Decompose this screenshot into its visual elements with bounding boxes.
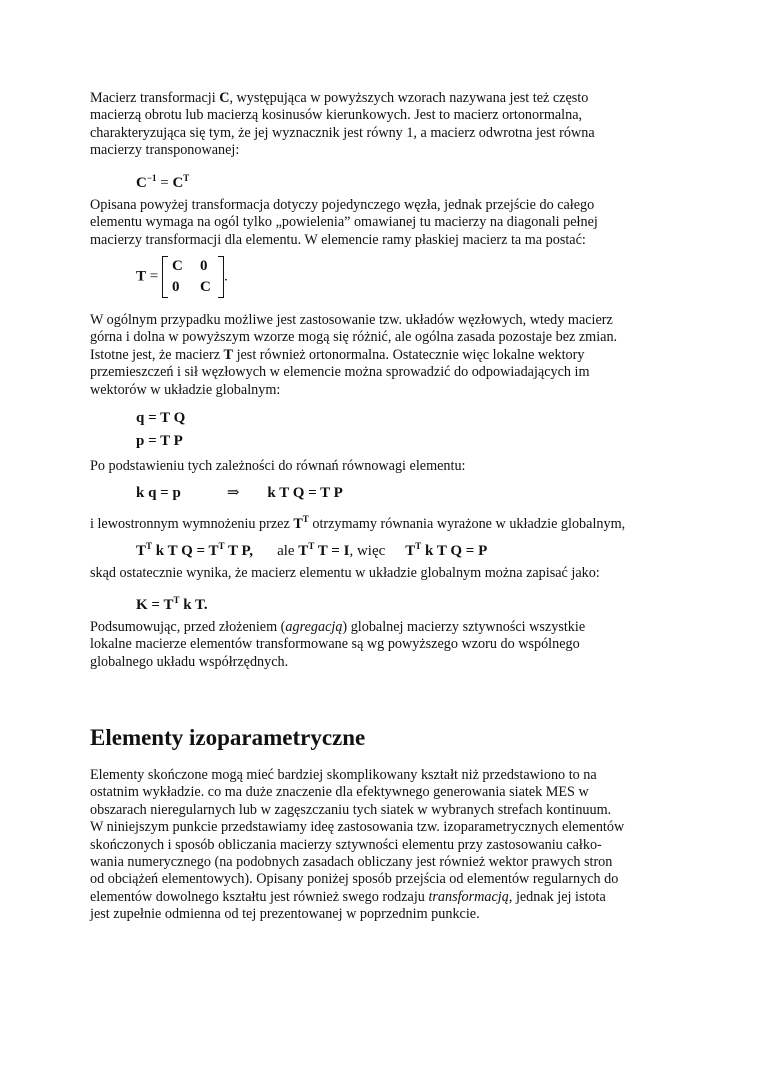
paragraph-substitution: Po podstawieniu tych zależności do równań równowagi elementu: [90,458,466,474]
block-matrix: C 0 0 C [162,256,224,298]
section-heading: Elementy izoparametryczne [90,725,366,750]
equation-K: $K = T^T$ k T. [136,595,208,613]
implies-arrow: ⇒ [226,485,240,501]
paragraph-isoparametric: Elementy skończone mogą mieć bardziej skomplikowany kształt niż przedstawiono to na ostatnim wykładzie. co ma duże znaczenie dla efektywnego generowania siatek MES w obszarach nieregularnych lub w zagęszczaniu tych siatek w wybranych strefach kontinuum. W niniejszym punkcie przedstawiamy ideę zastosowania tzw. izoparametrycznych elementów skończonych i sposób obliczania macierzy sztywności elementu przy zastosowaniu całko- wania numerycznego (na podobnych zasadach obliczany jest również wektor prawych stron od obciążeń elementowych). Opisany poniżej sposób przejścia od elementów regularnych do elementów dowolnego kształtu jest również swego rodzaju transformacją, jednak jej istota jest zupełnie odmienna od tej prezentowanej w poprzednim punkcie. [90,767,625,923]
equation-q-TQ: q = T Q [136,410,186,426]
equation-block-matrix: T = C 0 0 C . [90,256,228,298]
paragraph-summary: Podsumowując, przed złożeniem (agregacją) globalnej macierzy sztywności wszystkie lokalne macierze elementów transformowane są wg powyższego wzoru do wspólnego globalnego układu współrzędnych. [90,619,586,670]
paragraph-nodal-systems: W ogólnym przypadku możliwe jest zastosowanie tzw. układów węzłowych, wtedy macierz górna i dolna w powyższym wzorze mogą się różnić, ale ogólna zasada pozostaje bez zmian. Istotne jest, że macierz T jest również ortonormalna. Ostatecznie więc lokalne wektory przemieszczeń i sił węzłowych w elemencie można sprowadzić do odpowiadających im wektorów w układzie globalnym: [90,312,618,398]
equation-p-TP: p = T P [136,433,183,449]
paragraph-global-matrix: skąd ostatecznie wynika, że macierz elementu w układzie globalnym można zapisać jako: [90,565,600,581]
equation-global-system: $T^T$ k T $Q = T^T$ T P, ale $T^T$ T = I, więc $T^T$ k T Q = P [136,541,488,559]
equation-inverse-transpose: $C^{-1} = C^T$ [136,173,190,191]
paragraph-element-transformation: Opisana powyżej transformacja dotyczy pojedynczego węzła, jednak przejście do całego elementu wymaga na ogól tylko „powielenia” omawianej tu macierzy na diagonali pełnej macierzy transformacji dla elementu. W elemencie ramy płaskiej macierz ta ma postać: [90,197,598,248]
equation-equilibrium: k q = p ⇒ k T Q = T P [136,485,343,501]
paragraph-left-multiplication: i lewostronnym wymnożeniu przez $T^T$ otrzymamy równania wyrażone w układzie globalnym, [90,514,626,532]
paragraph-rotation-matrix: Macierz transformacji C, występująca w powyższych wzorach nazywana jest też często macierzą obrotu lub macierzą kosinusów kierunkowych. Jest to macierz ortonormalna, charakteryzująca się tym, że jej wyznacznik jest równy 1, a macierz odwrotna jest równa macierzy transponowanej: [90,90,595,159]
